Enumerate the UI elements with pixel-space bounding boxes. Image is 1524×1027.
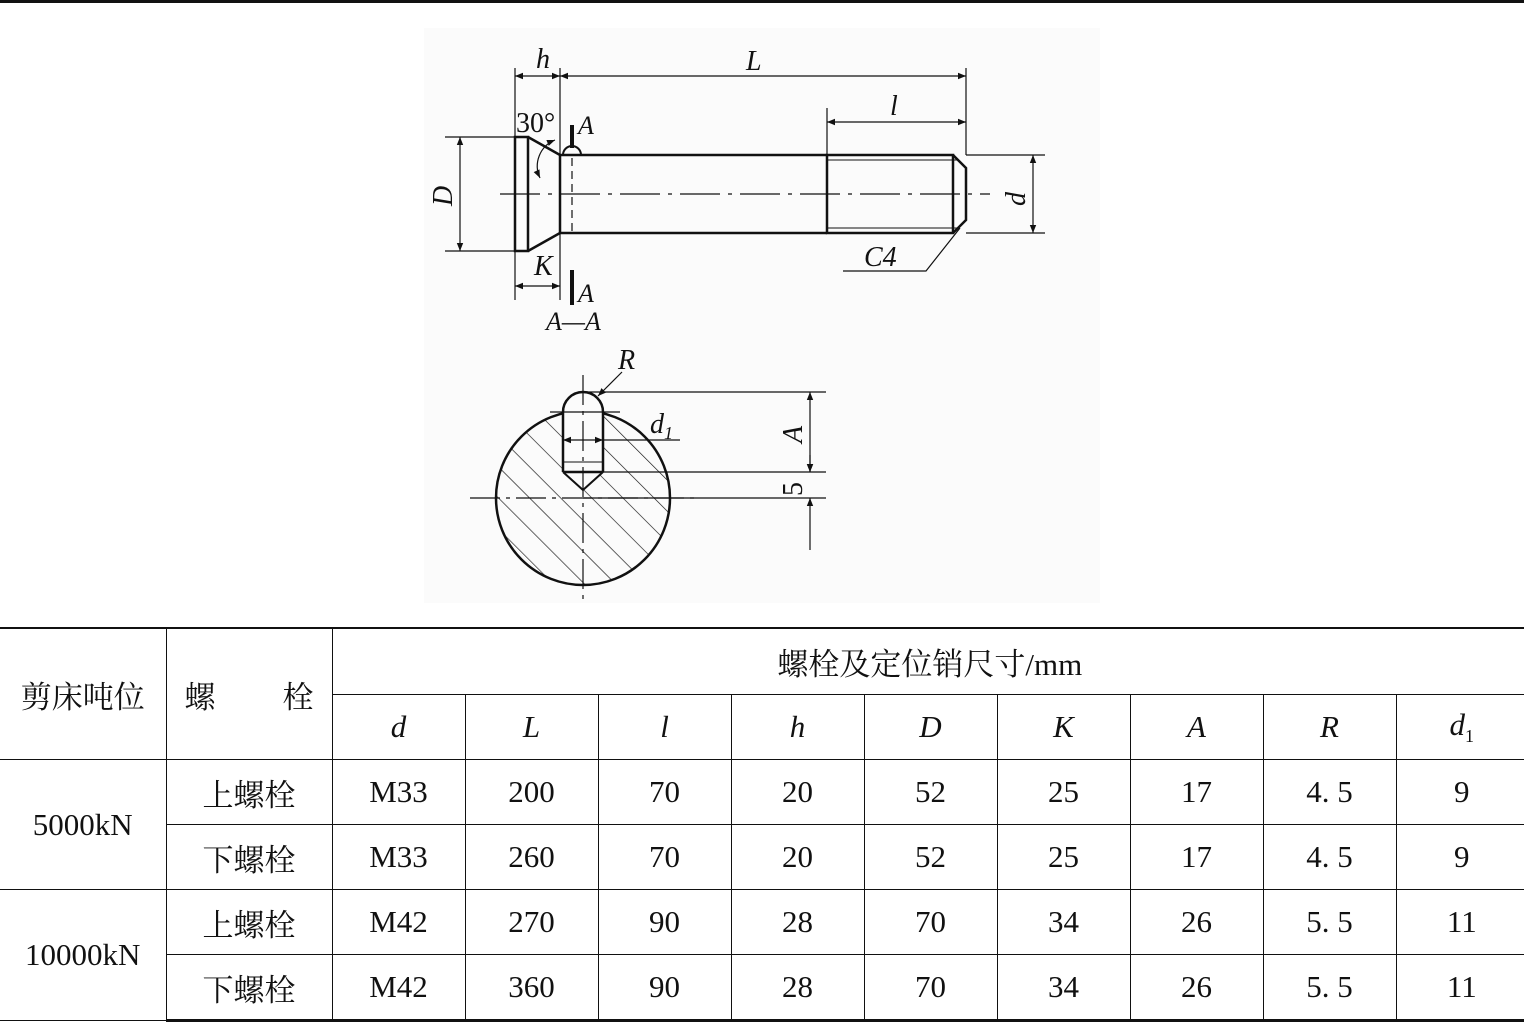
value-R: 4. 5 xyxy=(1263,825,1396,890)
header-dimensions-group: 螺栓及定位销尺寸/mm xyxy=(332,628,1524,695)
value-l: 90 xyxy=(598,955,731,1021)
value-L: 260 xyxy=(465,825,598,890)
value-d: M42 xyxy=(332,955,465,1021)
header-tonnage: 剪床吨位 xyxy=(0,628,166,760)
value-A: 26 xyxy=(1130,890,1263,955)
label-K: K xyxy=(534,251,553,282)
label-d1: $d_1$ xyxy=(650,409,673,443)
value-d: M33 xyxy=(332,760,465,825)
table-row xyxy=(0,825,1524,890)
label-section-title: A—A xyxy=(546,307,601,336)
table-row xyxy=(0,955,1524,1021)
label-l: l xyxy=(890,91,898,122)
value-A: 17 xyxy=(1130,825,1263,890)
value-l: 70 xyxy=(598,760,731,825)
value-h: 28 xyxy=(731,955,864,1021)
bolt-cell: 上螺栓 xyxy=(166,890,332,955)
value-D: 52 xyxy=(864,825,997,890)
value-R: 4. 5 xyxy=(1263,760,1396,825)
label-A-dim: A xyxy=(778,425,809,443)
value-R: 5. 5 xyxy=(1263,890,1396,955)
header-col-d1: $d_1$ xyxy=(1396,695,1524,760)
value-l: 90 xyxy=(598,890,731,955)
value-K: 25 xyxy=(997,825,1130,890)
value-d1: 11 xyxy=(1396,955,1524,1021)
header-col-h: h xyxy=(731,695,864,760)
value-A: 17 xyxy=(1130,760,1263,825)
label-h: h xyxy=(536,44,550,75)
header-col-L: L xyxy=(465,695,598,760)
value-h: 20 xyxy=(731,760,864,825)
bolt-cell: 上螺栓 xyxy=(166,760,332,825)
label-five: 5 xyxy=(778,482,809,496)
value-K: 34 xyxy=(997,890,1130,955)
label-section-a-top: A xyxy=(578,111,594,140)
label-chamfer: C4 xyxy=(864,242,897,273)
header-col-A: A xyxy=(1130,695,1263,760)
value-d1: 11 xyxy=(1396,890,1524,955)
bolt-spec-table xyxy=(0,627,1524,1022)
label-D: D xyxy=(428,185,459,206)
tonnage-cell: 10000kN xyxy=(0,890,166,1021)
value-l: 70 xyxy=(598,825,731,890)
label-angle: 30° xyxy=(516,108,556,139)
value-D: 70 xyxy=(864,890,997,955)
value-d: M42 xyxy=(332,890,465,955)
table-row xyxy=(0,890,1524,955)
header-col-K: K xyxy=(997,695,1130,760)
table-row xyxy=(0,760,1524,825)
value-D: 52 xyxy=(864,760,997,825)
bolt-cell: 下螺栓 xyxy=(166,825,332,890)
value-h: 20 xyxy=(731,825,864,890)
value-A: 26 xyxy=(1130,955,1263,1021)
value-d1: 9 xyxy=(1396,760,1524,825)
tonnage-cell: 5000kN xyxy=(0,760,166,890)
header-col-l: l xyxy=(598,695,731,760)
label-R: R xyxy=(618,345,636,376)
label-section-a-bottom: A xyxy=(578,279,594,308)
value-d1: 9 xyxy=(1396,825,1524,890)
header-bolt: 螺 栓 xyxy=(166,628,332,760)
value-d: M33 xyxy=(332,825,465,890)
header-col-R: R xyxy=(1263,695,1396,760)
value-R: 5. 5 xyxy=(1263,955,1396,1021)
value-L: 360 xyxy=(465,955,598,1021)
value-L: 270 xyxy=(465,890,598,955)
value-D: 70 xyxy=(864,955,997,1021)
value-L: 200 xyxy=(465,760,598,825)
value-h: 28 xyxy=(731,890,864,955)
bolt-cell: 下螺栓 xyxy=(166,955,332,1021)
value-K: 25 xyxy=(997,760,1130,825)
label-L: L xyxy=(746,46,762,77)
header-row-1 xyxy=(0,628,1524,695)
header-col-d: d xyxy=(332,695,465,760)
header-col-D: D xyxy=(864,695,997,760)
value-K: 34 xyxy=(997,955,1130,1021)
label-d: d xyxy=(1001,192,1032,206)
